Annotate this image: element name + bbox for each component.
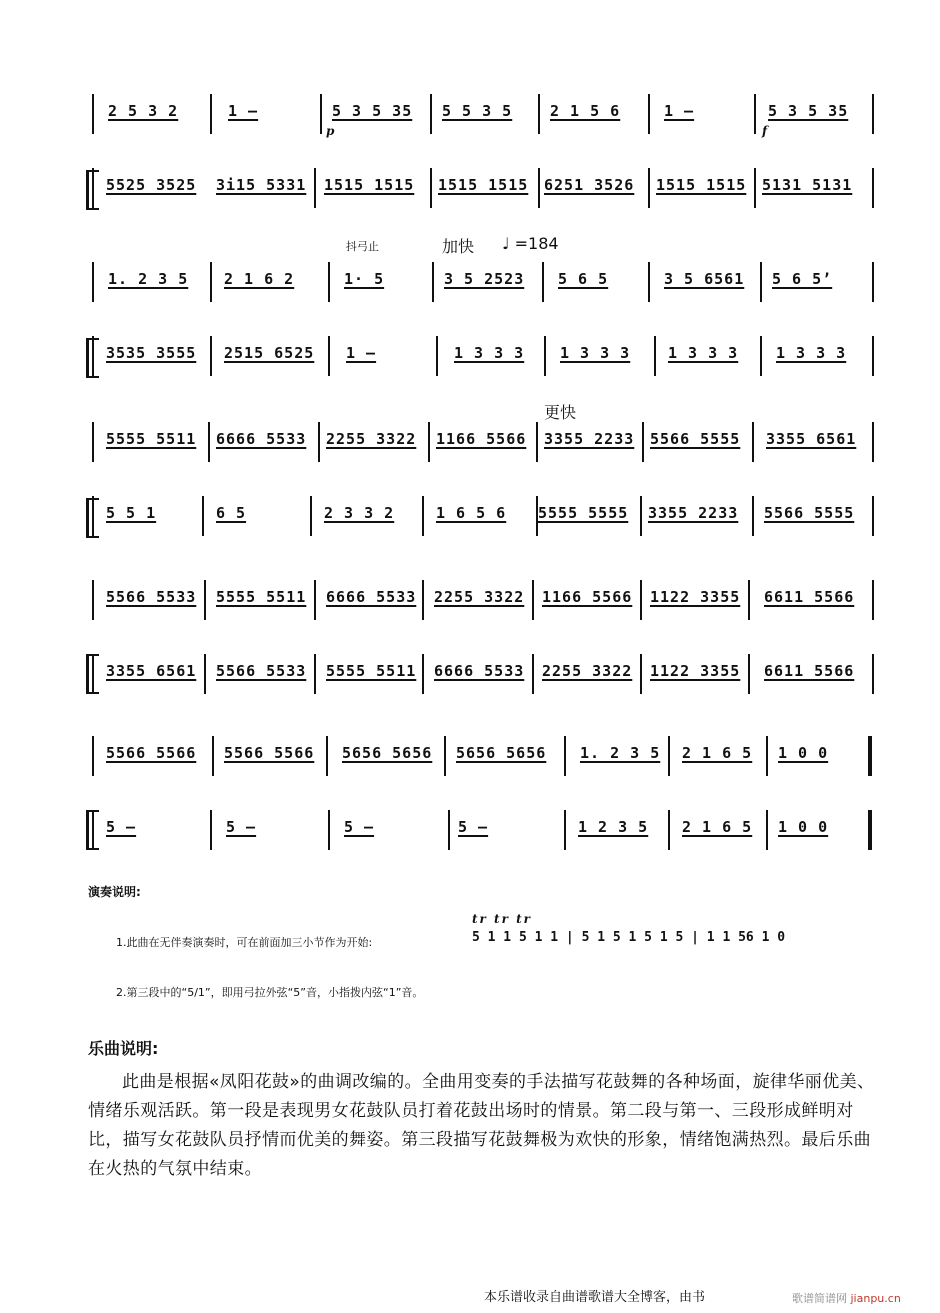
tempo-marking: ♩ =184	[502, 234, 559, 253]
upper-staff	[92, 736, 882, 776]
description-title: 乐曲说明:	[88, 1039, 159, 1058]
intro-measures: 5 1 1 5 1 1 | 5 1 5 1 5 1 5 | 1 1 56 1 0	[472, 930, 786, 945]
dynamic-mark: p	[326, 124, 335, 138]
dynamic-mark: f	[762, 124, 768, 138]
measure: 5 6 5	[558, 270, 609, 288]
lower-staff	[92, 168, 882, 208]
measure: 1122 3355	[650, 662, 741, 680]
measure: 1 –	[346, 344, 377, 362]
measure: 5 –	[458, 818, 489, 836]
lower-staff	[92, 810, 882, 850]
watermark-site: jianpu.cn	[850, 1292, 901, 1305]
measure: 1 3 3 3	[668, 344, 739, 362]
measure: 5566 5555	[650, 430, 741, 448]
measure: 5566 5533	[106, 588, 197, 606]
score-system-3	[92, 400, 882, 550]
measure: 1 –	[228, 102, 259, 120]
measure: 1 0 0	[778, 818, 829, 836]
measure: 6666 5533	[216, 430, 307, 448]
lower-staff	[92, 654, 882, 694]
measure: 6 5	[216, 504, 247, 522]
measure: 2515 6525	[224, 344, 315, 362]
measure: 1122 3355	[650, 588, 741, 606]
measure: 5555 5511	[216, 588, 307, 606]
measure: 1. 2 3 5	[108, 270, 189, 288]
source-footer: 本乐谱收录自曲谱歌谱大全博客，由书	[484, 1290, 706, 1305]
measure: 2 1 6 5	[682, 744, 753, 762]
lower-staff	[92, 496, 882, 536]
upper-staff	[92, 580, 882, 620]
measure: 2255 3322	[434, 588, 525, 606]
measure: 3355 2233	[544, 430, 635, 448]
measure: 2 1 6 2	[224, 270, 295, 288]
bowing-annotation: 抖弓止	[346, 240, 379, 253]
tempo-annotation: 更快	[544, 403, 577, 422]
measure: 5555 5511	[326, 662, 417, 680]
measure: 1 3 3 3	[560, 344, 631, 362]
measure: 2 5 3 2	[108, 102, 179, 120]
measure: 5 5 3 5	[442, 102, 513, 120]
measure: 1166 5566	[436, 430, 527, 448]
upper-staff	[92, 262, 882, 302]
measure: 1 –	[664, 102, 695, 120]
measure: 5 –	[106, 818, 137, 836]
measure: 5555 5555	[538, 504, 629, 522]
measure: 6611 5566	[764, 588, 855, 606]
measure: 5555 5511	[106, 430, 197, 448]
measure: 6666 5533	[434, 662, 525, 680]
measure: 5525 3525	[106, 176, 197, 194]
measure: 5566 5555	[764, 504, 855, 522]
measure: 5566 5566	[106, 744, 197, 762]
measure: 2 3 3 2	[324, 504, 395, 522]
performance-notes-title: 演奏说明:	[88, 885, 141, 899]
measure: 1515 1515	[324, 176, 415, 194]
watermark-name: 歌谱简谱网	[792, 1292, 847, 1305]
measure: 3 5 2523	[444, 270, 525, 288]
measure: 3355 6561	[766, 430, 857, 448]
measure: 3i15 5331	[216, 176, 307, 194]
upper-staff	[92, 94, 882, 138]
measure: 5566 5566	[224, 744, 315, 762]
measure: 1166 5566	[542, 588, 633, 606]
measure: 3 5 6561	[664, 270, 745, 288]
performance-note-2: 2.第三段中的“5/1”，即用弓拉外弦“5”音，小指拨内弦“1”音。	[116, 986, 424, 999]
measure: 1. 2 3 5	[580, 744, 661, 762]
measure: 1515 1515	[656, 176, 747, 194]
measure: 1 3 3 3	[454, 344, 525, 362]
measure: 6251 3526	[544, 176, 635, 194]
measure: 5 6 5’	[772, 270, 833, 288]
watermark	[792, 1290, 901, 1306]
measure: 1 3 3 3	[776, 344, 847, 362]
measure: 5566 5533	[216, 662, 307, 680]
score-system-1	[92, 88, 882, 228]
measure: 3535 3555	[106, 344, 197, 362]
performance-note-1: 1.此曲在无伴奏演奏时，可在前面加三小节作为开始:	[116, 936, 373, 949]
trill-marks: tr tr tr	[472, 912, 532, 926]
measure: 2 1 5 6	[550, 102, 621, 120]
measure: 1515 1515	[438, 176, 529, 194]
measure: 5 –	[344, 818, 375, 836]
measure: 5131 5131	[762, 176, 853, 194]
measure: 6666 5533	[326, 588, 417, 606]
measure: 5 –	[226, 818, 257, 836]
measure: 1 0 0	[778, 744, 829, 762]
description-paragraph: 此曲是根据«凤阳花鼓»的曲调改编的。全曲用变奏的手法描写花鼓舞的各种场面，旋律华丽优美、情绪乐观活跃。第一段是表现男女花鼓队员打着花鼓出场时的情景。第二段与第一、三段形成鲜明对比，描写女花鼓队员抒情而优美的舞姿。第三段描写花鼓舞极为欢快的形象，情绪饱满热烈。最后乐曲在火热的气氛中结束。	[88, 1072, 875, 1179]
measure: 5656 5656	[456, 744, 547, 762]
measure: 5656 5656	[342, 744, 433, 762]
measure: 5 3 5 35	[768, 102, 849, 120]
measure: 2255 3322	[542, 662, 633, 680]
upper-staff	[92, 422, 882, 462]
lower-staff	[92, 336, 882, 376]
measure: 3355 6561	[106, 662, 197, 680]
measure: 5 5 1	[106, 504, 157, 522]
measure: 2255 3322	[326, 430, 417, 448]
measure: 2 1 6 5	[682, 818, 753, 836]
measure: 5 3 5 35	[332, 102, 413, 120]
measure: 1 6 5 6	[436, 504, 507, 522]
tempo-annotation: 加快	[442, 237, 475, 256]
measure: 3355 2233	[648, 504, 739, 522]
measure: 1· 5	[344, 270, 385, 288]
score-system-2	[92, 234, 882, 394]
score-system-4	[92, 574, 882, 704]
measure: 1 2 3 5	[578, 818, 649, 836]
measure: 6611 5566	[764, 662, 855, 680]
score-system-5	[92, 730, 882, 860]
